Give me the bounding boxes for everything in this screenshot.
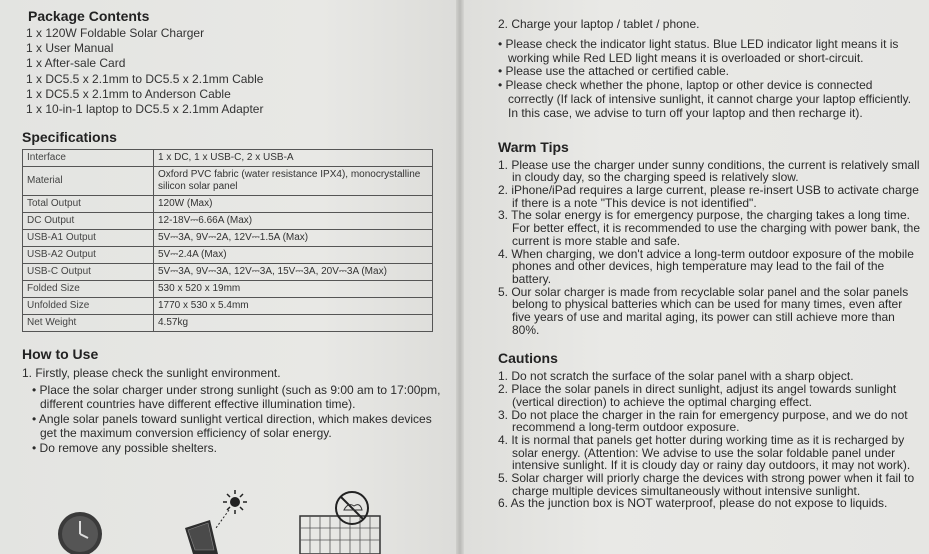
list-item: 3. Do not place the charger in the rain for emergency purpose, and we do not recommend a long-term outdoor exposure. [498,407,908,435]
list-item: 5. Our solar charger is made from recyclable solar panel and the solar panels belong to physical batteries which can be used for many times, even after five years of use and marital aging, its power can still achieve more than 80%. [498,284,909,337]
list-item: • Please check the indicator light status. Blue LED indicator light means it is working while Red LED light means it is overloaded or short-circuit. [498,36,899,65]
clock-icon [58,512,102,554]
right-page [464,0,929,554]
table-row [23,281,433,298]
spec-key: USB-A2 Output [23,247,154,264]
list-item: 3. The solar energy is for emergency purpose, the charging takes a long time. For better effect, it is recommended to use the charging with power bank, the current is more stable and safe. [498,208,920,248]
spec-value: 120W (Max) [154,196,433,213]
spec-value: 4.57kg [154,315,433,332]
table-row [23,167,433,196]
spec-key: USB-C Output [23,264,154,281]
how-to-use-section [22,346,448,456]
charge-section [498,18,921,121]
how-to-use-bullets [22,384,448,456]
table-row [23,264,433,281]
spec-value: 12-18V⎓6.66A (Max) [154,213,433,230]
list-item: 5. Solar charger will priorly charge the devices with strong power when it fail to charge multiple devices simultaneously without intensive sunlight. [498,471,915,498]
spec-value: 5V⎓3A, 9V⎓2A, 12V⎓1.5A (Max) [154,230,433,247]
list-item: 4. It is normal that panels get hotter during working time as it is recharged by solar energy. (Attention: We advise to use the solar foldable panel under intensive sunlight. If it is cloudy day or rainy day outdoors, it may not work). [498,432,911,473]
sun-icon [216,490,247,528]
left-page [0,0,458,554]
how-to-use-step1: 1. Firstly, please check the sunlight environment. [22,366,281,381]
package-item: 1 x DC5.5 x 2.1mm to DC5.5 x 2.1mm Cable [26,71,264,86]
spec-key: Net Weight [23,315,154,332]
bullet-text: Place the solar charger under strong sunlight (such as 9:00 am to 17:00pm, different countries have different effective illumination time). [39,383,441,411]
cautions-title: Cautions [498,350,558,367]
table-row [23,247,433,264]
package-item: 1 x After-sale Card [26,56,126,71]
spec-value: 530 x 520 x 19mm [154,281,433,298]
page-gutter [456,0,464,554]
spec-value: Oxford PVC fabric (water resistance IPX4), monocrystalline silicon solar panel [154,167,433,196]
list-item: • Do remove any possible shelters. [32,441,217,456]
spec-key: Folded Size [23,281,154,298]
list-item: 6. As the junction box is NOT waterproof, please do not expose to liquids. [498,496,888,511]
spec-key: DC Output [23,213,154,230]
table-row [23,298,433,315]
spec-key: Unfolded Size [23,298,154,315]
spec-value: 5V⎓3A, 9V⎓3A, 12V⎓3A, 15V⎓3A, 20V⎓3A (Max) [154,264,433,281]
package-item: 1 x User Manual [26,41,114,56]
solar-panel-icon [185,520,218,554]
usage-illustrations [30,488,450,554]
cautions-list [498,370,921,510]
spec-key: Interface [23,150,154,167]
spec-value: 5V⎓2.4A (Max) [154,247,433,264]
bullet-text: Please check the indicator light status. Blue LED indicator light means it is working while Red LED light means it is overloaded or short-circuit. [505,36,899,65]
bullet-text: Do remove any possible shelters. [39,441,217,456]
bullet-text: Please check whether the phone, laptop or other device is connected correctly (If lack of intensive sunlight, it cannot charge your laptop efficiently. In this case, we advise to turn off your laptop and then recharge it). [505,78,912,120]
list-item: 2. Place the solar panels in direct sunlight, adjust its angel towards sunlight (vertical direction) to achieve the optimal charging effect. [498,382,897,409]
list-item: • Angle solar panels toward sunlight vertical direction, which makes devices get the maximum conversion efficiency of solar energy. [32,412,432,440]
package-item: 1 x DC5.5 x 2.1mm to Anderson Cable [26,86,231,101]
list-item: 1. Please use the charger under sunny conditions, the current is relatively small in cloudy day, so the charging speed is relatively slow. [498,157,920,185]
spec-key: Total Output [23,196,154,213]
spec-value: 1770 x 530 x 5.4mm [154,298,433,315]
package-item: 1 x 10-in-1 laptop to DC5.5 x 2.1mm Adapter [26,102,264,117]
package-contents-title: Package Contents [28,8,150,24]
charge-title: 2. Charge your laptop / tablet / phone. [498,17,700,31]
table-row [23,230,433,247]
no-shade-icon [300,492,380,554]
table-row [23,196,433,213]
bullet-text: Please use the attached or certified cable. [505,64,730,79]
table-row [23,315,433,332]
how-to-use-title: How to Use [22,346,99,363]
spec-key: USB-A1 Output [23,230,154,247]
bullet-text: Angle solar panels toward sunlight vertical direction, which makes devices get the maximum conversion efficiency of solar energy. [38,412,432,440]
charge-bullets [498,38,921,121]
package-contents-list [26,26,448,117]
list-item: 1. Do not scratch the surface of the solar panel with a sharp object. [498,369,854,384]
table-row [23,150,433,167]
warm-tips-list [498,159,921,337]
list-item: 4. When charging, we don't advice a long-term outdoor exposure of the mobile phones and other devices, high temperature may lead to the fail of the battery. [498,246,914,286]
table-row [23,213,433,230]
list-item: • Please check whether the phone, laptop or other device is connected correctly (If lack of intensive sunlight, it cannot charge your laptop efficiently. In this case, we advise to turn off your laptop and then recharge it). [498,78,912,120]
list-item: • Place the solar charger under strong sunlight (such as 9:00 am to 17:00pm, different countries have different effective illumination time). [32,383,441,411]
spec-value: 1 x DC, 1 x USB-C, 2 x USB-A [154,150,433,167]
warm-tips-title: Warm Tips [498,138,569,155]
list-item: • Please use the attached or certified cable. [498,64,730,79]
list-item: 2. iPhone/iPad requires a large current, please re-insert USB to activate charge if there is a note "This device is not identified". [498,182,919,210]
specifications-table [22,149,433,332]
specifications-title: Specifications [22,129,117,146]
package-item: 1 x 120W Foldable Solar Charger [26,26,205,40]
spec-key: Material [23,167,154,196]
